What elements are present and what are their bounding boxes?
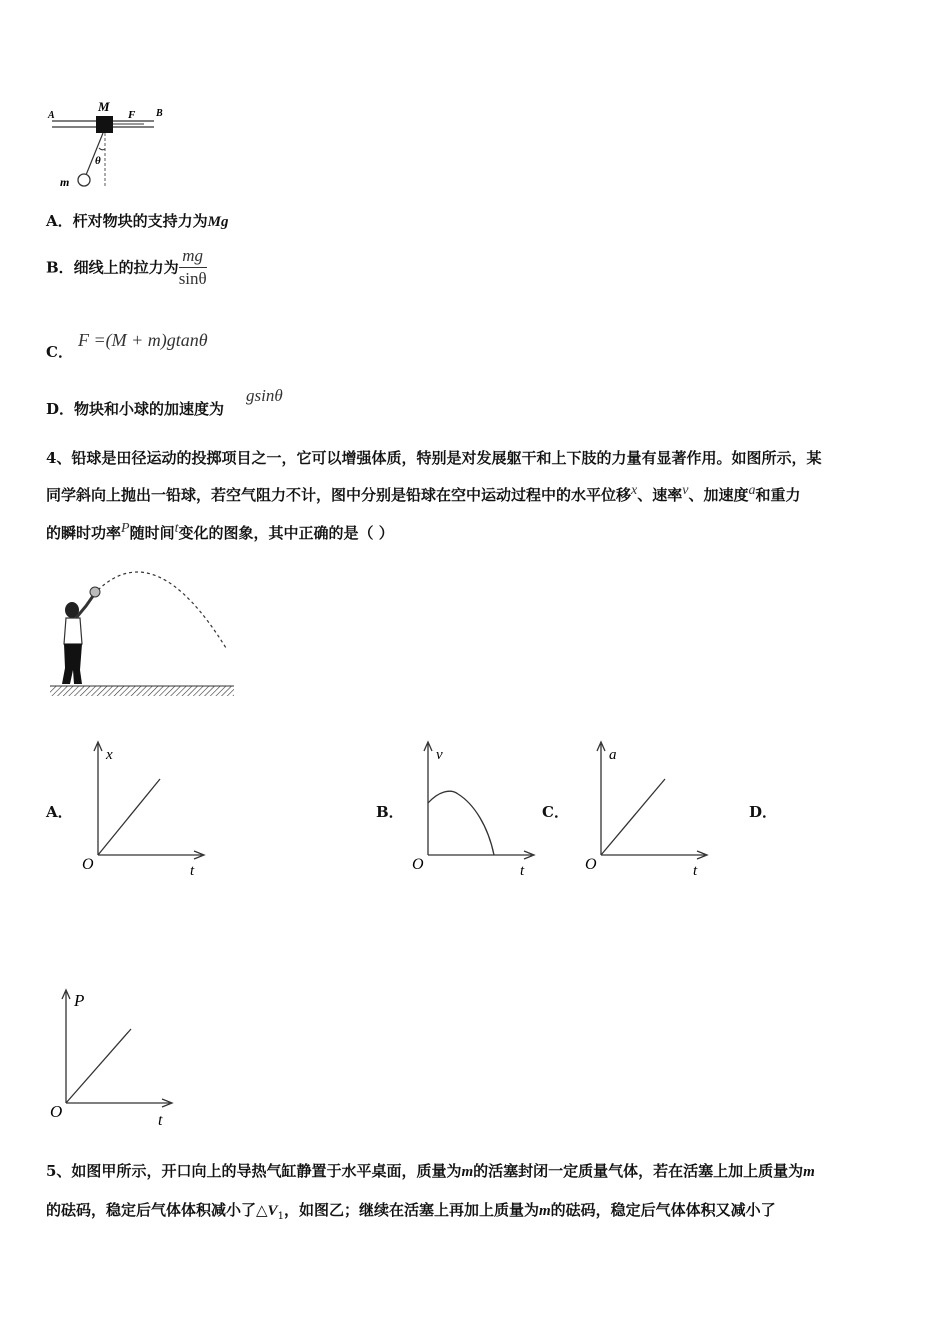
graph-B-curve <box>428 791 494 855</box>
label-theta: θ <box>95 155 101 167</box>
graph-option-B-label: B． <box>376 803 404 821</box>
ground <box>50 686 234 696</box>
shot-put-thrower-figure <box>46 560 238 702</box>
q3-option-C-prefix: C． <box>46 343 73 361</box>
graph-A <box>78 738 218 880</box>
q4-line-3: 的瞬时功率P随时间t变化的图象，其中正确的是（ ） <box>46 521 394 542</box>
graph-option-C-label: C． <box>542 803 569 821</box>
thrower-legs <box>62 644 82 684</box>
q3-option-D: D．物块和小球的加速度为 <box>46 400 225 418</box>
q5-question <box>46 1152 908 1236</box>
graph-C-y-label: a <box>609 747 617 763</box>
q4-question <box>46 440 908 553</box>
graph-C-x-label: t <box>693 863 698 879</box>
block-M <box>96 116 113 133</box>
graph-C-origin: O <box>585 856 597 873</box>
label-F: F <box>128 109 136 121</box>
thrower-torso <box>64 618 82 644</box>
q4-line-2: 同学斜向上抛出一铅球，若空气阻力不计，图中分别是铅球在空中运动过程中的水平位移x、速率v、加速度a和重力 <box>46 483 801 504</box>
ball-m <box>78 174 90 186</box>
graph-B <box>408 738 548 880</box>
graph-A-line <box>98 779 160 855</box>
string-line <box>86 133 103 175</box>
graph-option-D-label: D． <box>749 803 778 821</box>
graph-A-y-label: x <box>106 747 113 763</box>
q3-option-A: A．杆对物块的支持力为Mg <box>46 212 229 230</box>
graph-C <box>581 738 721 880</box>
graph-D <box>46 986 186 1128</box>
graph-D-origin: O <box>50 1102 63 1121</box>
tension-fraction: $\frac{mg}{\sin\theta}$ <box>178 246 207 288</box>
q5-line-2: 的砝码，稳定后气体体积减小了$\triangle V_1$，如图乙；继续在活塞上再加上质量为m的砝码，稳定后气体体积又减小了 <box>46 1201 776 1222</box>
label-B: B <box>156 108 163 119</box>
graph-D-x-label: t <box>158 1112 163 1128</box>
graph-option-A-label: A． <box>46 803 73 821</box>
graph-A-x-label: t <box>190 863 195 879</box>
graph-B-origin: O <box>412 856 424 873</box>
label-A: A <box>48 110 55 121</box>
q3-option-B: B．细线上的拉力为 $\frac{mg}{\sin\theta}$ <box>46 246 207 288</box>
shot-ball <box>90 587 100 597</box>
graph-D-y-label: P <box>74 991 85 1010</box>
rod-block-pendulum-figure <box>44 96 174 192</box>
q3-option-D-formula: gsinθ <box>246 386 283 405</box>
graph-D-line <box>66 1029 131 1103</box>
graph-B-x-label: t <box>520 863 525 879</box>
graph-B-y-label: v <box>436 747 443 763</box>
theta-arc <box>99 148 105 150</box>
q3-option-C-formula: F =(M + m)gtanθ <box>78 330 208 350</box>
graph-C-line <box>601 779 665 855</box>
graph-A-origin: O <box>82 856 94 873</box>
thrower-arm <box>76 596 93 618</box>
shot-trajectory <box>98 572 226 648</box>
label-M: M <box>98 99 110 114</box>
q5-line-1: 5、如图甲所示，开口向上的导热气缸静置于水平桌面，质量为m的活塞封闭一定质量气体，若在活塞上加上质量为m <box>46 1162 815 1180</box>
label-m: m <box>60 175 70 189</box>
q4-line-1: 4、铅球是田径运动的投掷项目之一，它可以增强体质，特别是对发展躯干和上下肢的力量有显著作用。如图所示，某 <box>46 449 822 467</box>
